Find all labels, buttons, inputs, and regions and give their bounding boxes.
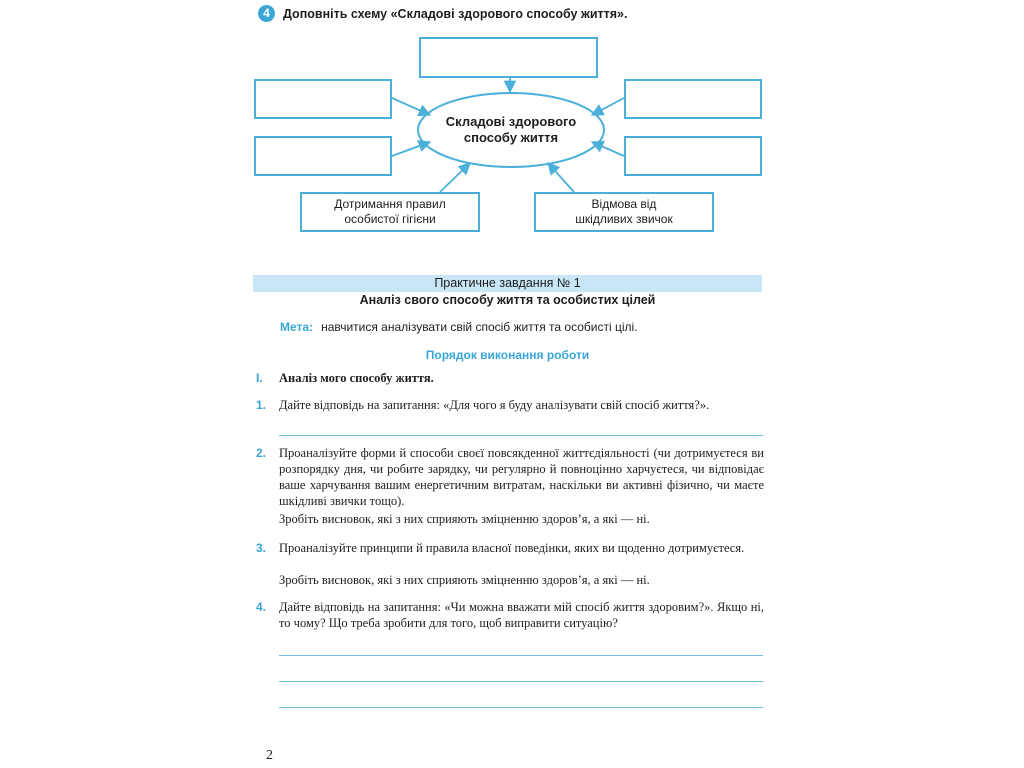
section-title: Аналіз мого способу життя.	[279, 371, 434, 385]
goal-line	[280, 320, 638, 334]
filled-box-bad-habits-label: Відмова від шкідливих звичок	[575, 197, 673, 226]
arrow-upper-left	[392, 98, 430, 115]
item-1-number: 1.	[256, 398, 267, 412]
arrow-upper-right	[592, 98, 624, 115]
answer-line-2[interactable]	[279, 655, 763, 656]
practical-title: Аналіз свого способу життя та особистих цілей	[359, 293, 656, 307]
center-label: Складові здорового способу життя	[445, 114, 577, 145]
item-3-conclusion: Зробіть висновок, які з них сприяють зміцненню здоров’я, а які — ні.	[279, 573, 650, 587]
arrow-lower-right	[592, 142, 624, 156]
item-1-text: Дайте відповідь на запитання: «Для чого я буду аналізувати свій спосіб життя?».	[279, 398, 710, 412]
item-2-conclusion: Зробіть висновок, які з них сприяють зміцненню здоров’я, а які — ні.	[279, 512, 650, 526]
answer-line-3[interactable]	[279, 681, 763, 682]
task-number-badge: 4	[258, 5, 275, 22]
blank-box-upper-right[interactable]	[624, 79, 762, 119]
arrow-bottom-left	[440, 163, 470, 192]
blank-box-lower-right[interactable]	[624, 136, 762, 176]
section-number: I.	[256, 371, 263, 385]
item-2-number: 2.	[256, 446, 267, 460]
item-3-number: 3.	[256, 541, 267, 555]
task-instruction: Доповніть схему «Складові здорового способу життя».	[283, 7, 628, 21]
page-number: 2	[266, 748, 273, 763]
practical-header: Практичне завдання № 1	[253, 275, 762, 292]
item-4-number: 4.	[256, 600, 267, 614]
blank-box-top[interactable]	[419, 37, 598, 78]
blank-box-upper-left[interactable]	[254, 79, 392, 119]
item-2-text: Проаналізуйте форми й способи своєї повсякденної життєдіяльності (чи дотримуєтеся ви розпорядку дня, чи робите зарядку, чи регулярно й повноцінно харчуєтеся, чи відповідає ваше харчування вашим енергетичним витратам, наскільки ви активні фізично, чи маєте шкідливі звички тощо).	[279, 446, 764, 508]
answer-line-4[interactable]	[279, 707, 763, 708]
order-title: Порядок виконання роботи	[425, 348, 590, 362]
blank-box-lower-left[interactable]	[254, 136, 392, 176]
arrow-lower-left	[392, 142, 430, 156]
item-3-text: Проаналізуйте принципи й правила власної поведінки, яких ви щоденно дотримуєтеся.	[279, 541, 745, 555]
arrow-bottom-right	[548, 163, 574, 192]
answer-line-1[interactable]	[279, 435, 763, 436]
goal-text: навчитися аналізувати свій спосіб життя та особисті цілі.	[321, 320, 638, 334]
goal-label: Мета:	[280, 320, 314, 334]
filled-box-hygiene-label: Дотримання правил особистої гігієни	[334, 197, 446, 226]
item-4-text: Дайте відповідь на запитання: «Чи можна вважати мій спосіб життя здоровим?». Якщо ні, то чому? Що треба зробити для того, щоб виправити ситуацію?	[279, 600, 764, 630]
